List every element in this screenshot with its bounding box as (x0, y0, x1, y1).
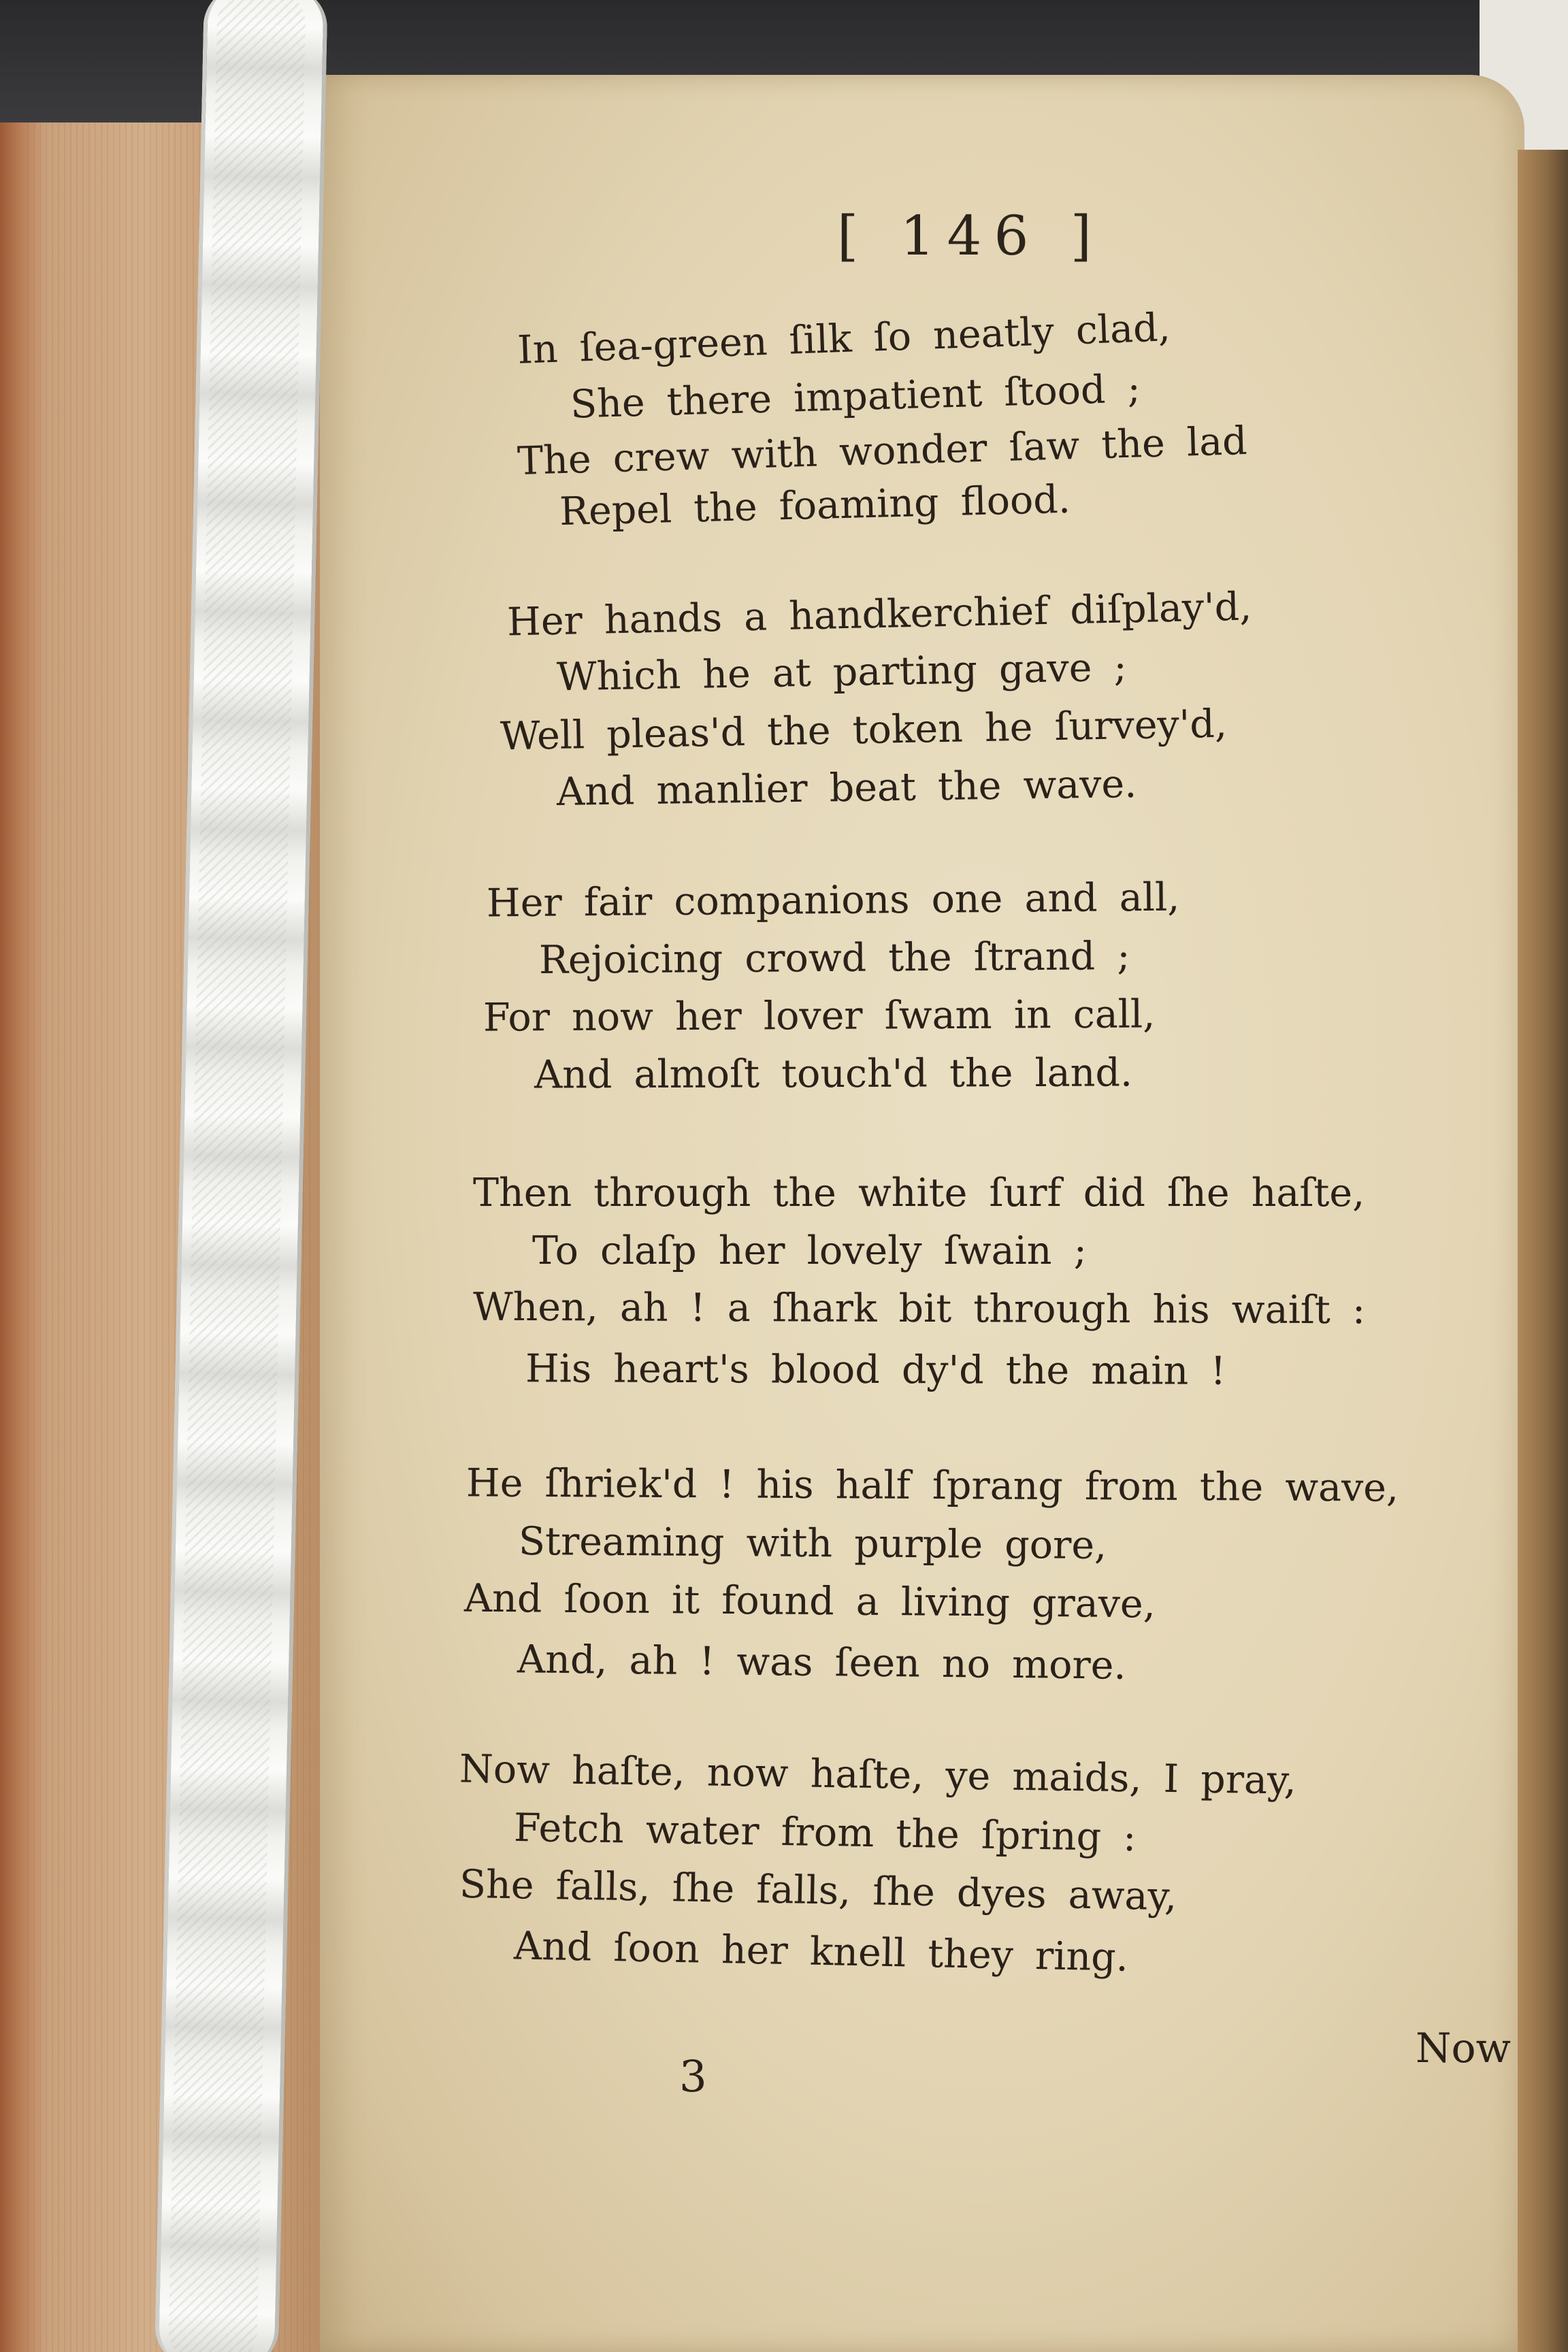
signature-mark: 3 (679, 2052, 707, 2102)
poem-line: Rejoicing crowd the ſtrand ; (538, 933, 1130, 983)
poem-line: And manlier beat the wave. (556, 762, 1137, 815)
poem-line: She there impatient ſtood ; (570, 366, 1141, 427)
poem-line: Her hands a handkerchief diſplay'd, (506, 584, 1252, 645)
poem-line: His heart's blood dy'd the main ! (525, 1346, 1226, 1394)
page-number-header: [ 146 ] (837, 204, 1104, 267)
poem-line: She falls, ſhe falls, ſhe dyes away, (459, 1861, 1177, 1920)
poem-line: And, ah ! was ſeen no more. (517, 1637, 1126, 1688)
catchword: Now (1416, 2025, 1511, 2072)
poem-line: Fetch water from the ſpring : (513, 1805, 1137, 1861)
poem-line: When, ah ! a ſhark bit through his waiſt : (472, 1284, 1366, 1333)
poem-line: Now haſte, now haſte, ye maids, I pray, (459, 1746, 1297, 1803)
poem-line: And almoſt touch'd the land. (534, 1050, 1133, 1098)
poem-line: The crew with wonder ſaw the lad (517, 419, 1248, 484)
poem-line: Which he at parting gave ; (556, 644, 1128, 700)
poem-line: And ſoon it found a living grave, (463, 1575, 1156, 1627)
poem-line: Streaming with purple gore, (518, 1518, 1107, 1569)
poem-line: Then through the white ſurf did ſhe haſte, (473, 1171, 1365, 1215)
poem-line: He ſhriek'd ! his half ſprang from the wave, (466, 1460, 1399, 1511)
poem-line: Her fair companions one and all, (486, 875, 1180, 926)
poem-line: And ſoon her knell they ring. (513, 1923, 1129, 1980)
poem-line: Well pleas'd the token he ſurvey'd, (500, 701, 1228, 760)
poem-line: To claſp her lovely ſwain ; (532, 1228, 1087, 1273)
poem-line: In ſea-green ſilk ſo neatly clad, (517, 305, 1171, 373)
poem-line: Repel the foaming flood. (559, 476, 1071, 535)
poem-line: For now her lover ſwam in call, (483, 992, 1156, 1041)
